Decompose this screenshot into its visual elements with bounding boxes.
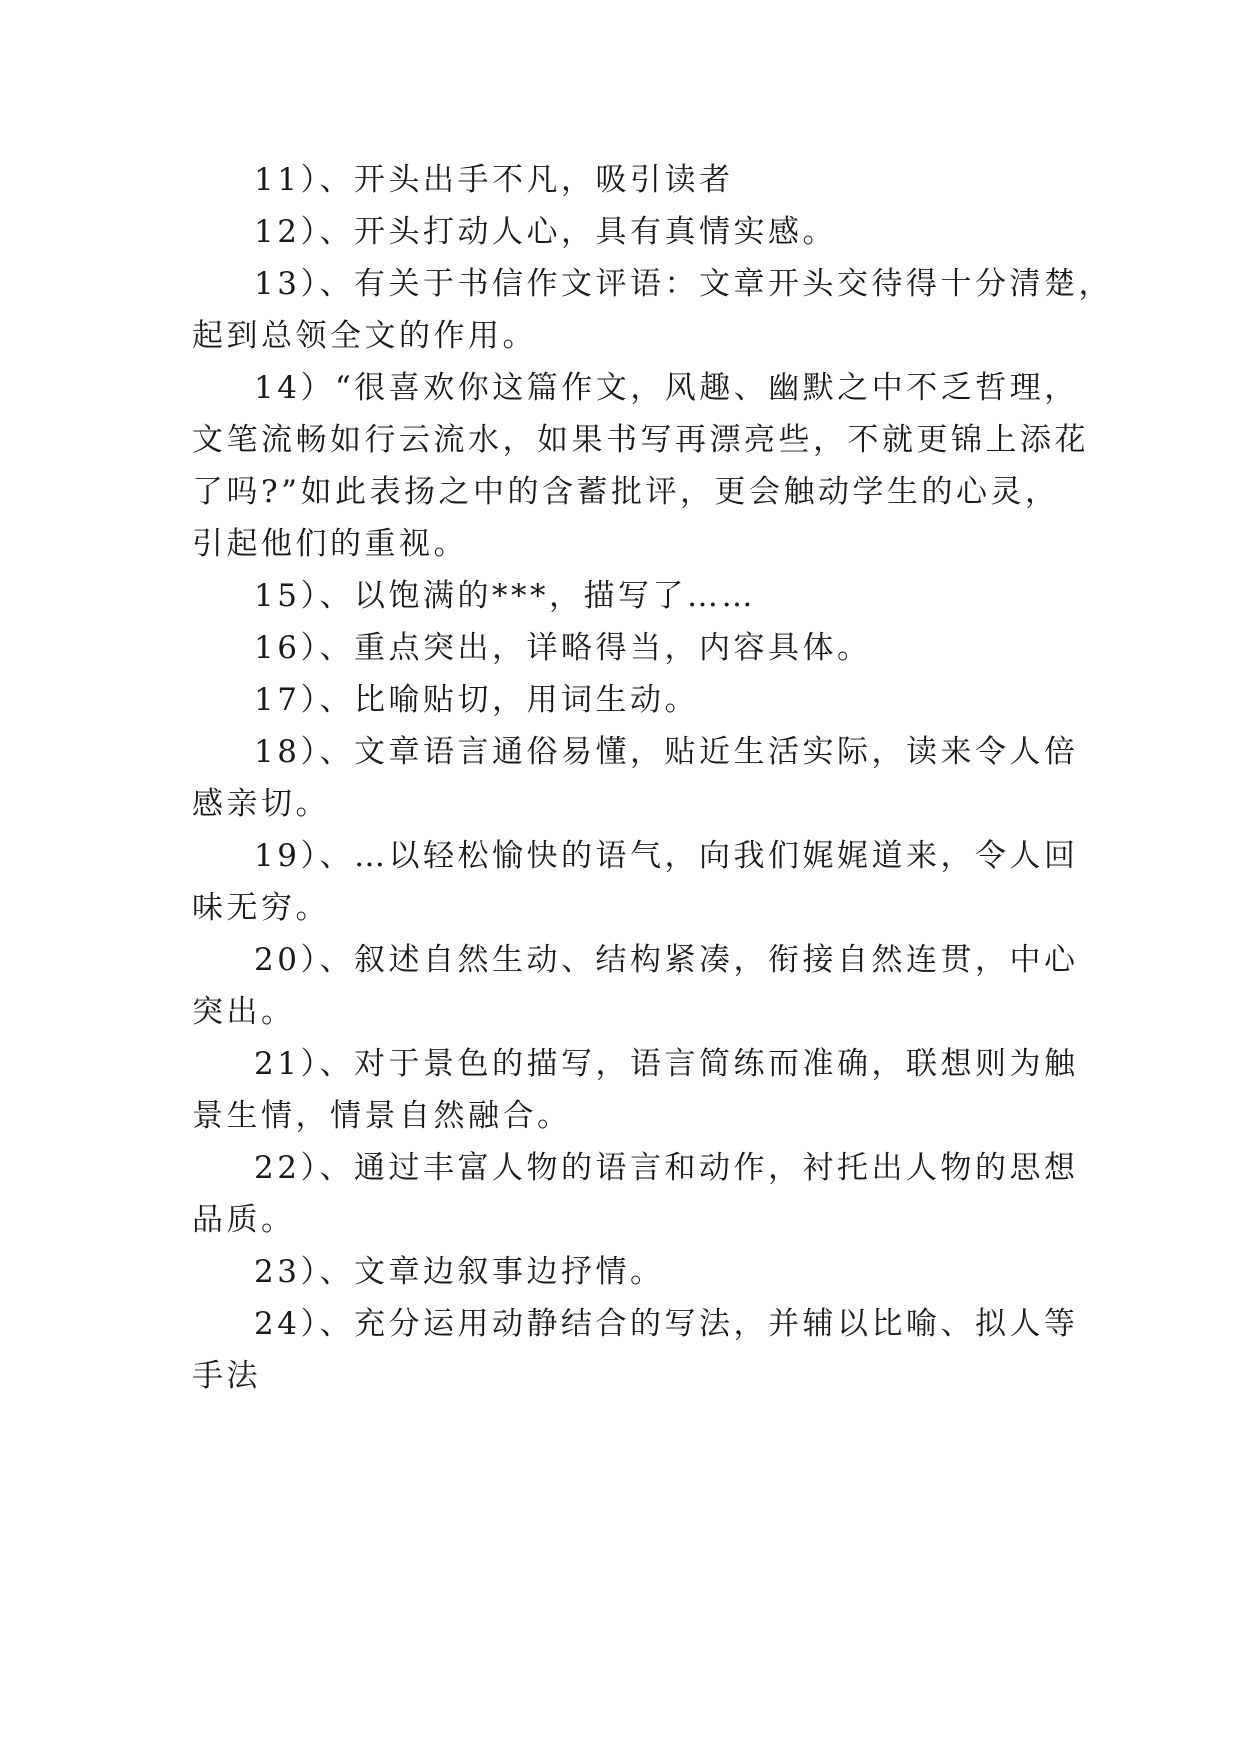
paragraph-13-line-1: 13）、有关于书信作文评语：文章开头交待得十分清楚， [254,266,1113,302]
paragraph-18-line-1: 18）、文章语言通俗易懂，贴近生活实际，读来令人倍 [254,734,1079,770]
paragraph-21-line-1: 21）、对于景色的描写，语言简练而准确，联想则为触 [254,1046,1079,1082]
paragraph-11: 11）、开头出手不凡，吸引读者 [254,162,734,198]
paragraph-19-line-2: 味无穷。 [192,890,330,926]
paragraph-15: 15）、以饱满的***，描写了…… [254,578,756,614]
paragraph-24-line-2: 手法 [192,1358,261,1394]
paragraph-12: 12）、开头打动人心，具有真情实感。 [254,214,837,250]
paragraph-14-line-1: 14）“很喜欢你这篇作文，风趣、幽默之中不乏哲理， [254,370,1079,406]
paragraph-17: 17）、比喻贴切，用词生动。 [254,682,699,718]
paragraph-18-line-2: 感亲切。 [192,786,330,822]
paragraph-22-line-1: 22）、通过丰富人物的语言和动作，衬托出人物的思想 [254,1150,1079,1186]
paragraph-22-line-2: 品质。 [192,1202,296,1238]
paragraph-20-line-2: 突出。 [192,994,296,1030]
paragraph-16: 16）、重点突出，详略得当，内容具体。 [254,630,872,666]
paragraph-13-line-2: 起到总领全文的作用。 [192,318,537,354]
paragraph-20-line-1: 20）、叙述自然生动、结构紧凑，衔接自然连贯，中心 [254,942,1079,978]
paragraph-24-line-1: 24）、充分运用动静结合的写法，并辅以比喻、拟人等 [254,1306,1079,1342]
paragraph-14-line-4: 引起他们的重视。 [192,526,468,562]
paragraph-19-line-1: 19）、…以轻松愉快的语气，向我们娓娓道来，令人回 [254,838,1079,874]
paragraph-23: 23）、文章边叙事边抒情。 [254,1254,665,1290]
paragraph-14-line-3: 了吗?”如此表扬之中的含蓄批评，更会触动学生的心灵， [192,474,1060,510]
paragraph-21-line-2: 景生情，情景自然融合。 [192,1098,572,1134]
paragraph-14-line-2: 文笔流畅如行云流水，如果书写再漂亮些，不就更锦上添花 [192,422,1089,458]
